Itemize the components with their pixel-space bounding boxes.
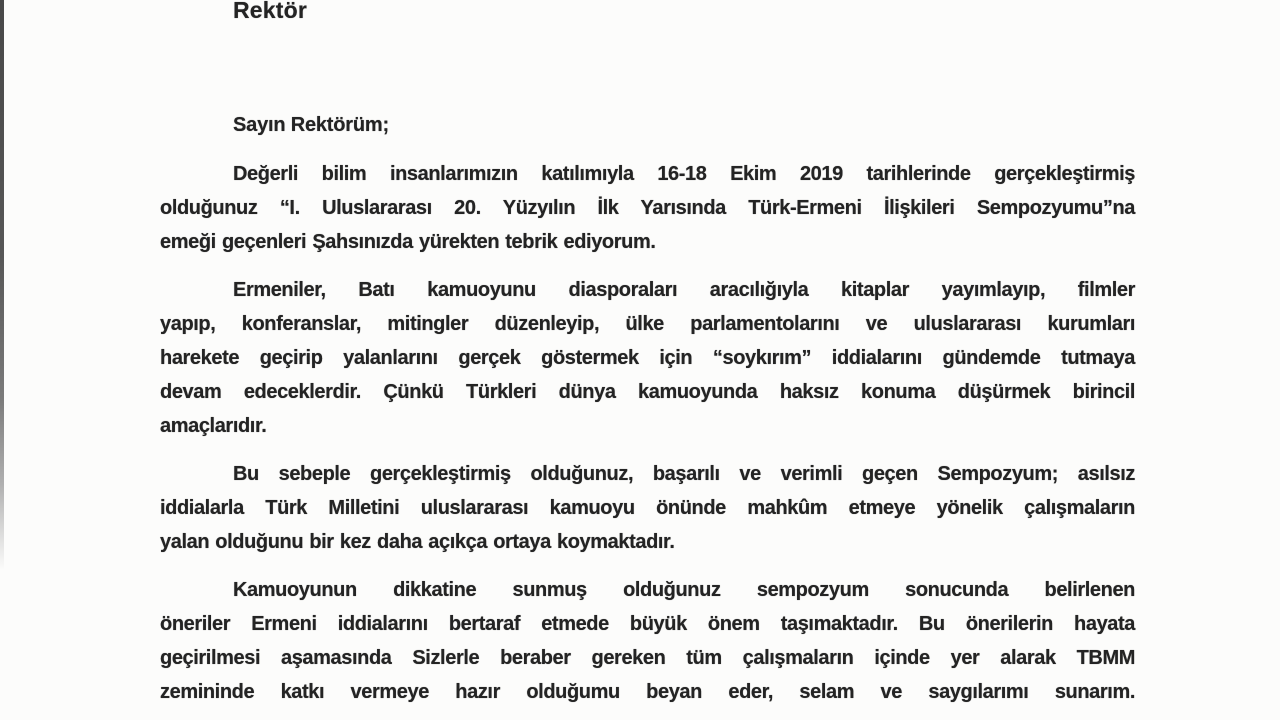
paragraph-line: öneriler Ermeni iddialarını bertaraf etmede büyük önem taşımaktadır. Bu önerilerin hayata — [160, 613, 1135, 635]
paragraph-line: yapıp, konferanslar, mitingler düzenleyip, ülke parlamentolarını ve uluslararası kurumları — [160, 313, 1135, 335]
paragraph-line: zemininde katkı vermeye hazır olduğumu beyan eder, selam ve saygılarımı sunarım. — [160, 681, 1135, 703]
paragraph-line: Değerli bilim insanlarımızın katılımıyla 16-18 Ekim 2019 tarihlerinde gerçekleştirmiş — [233, 163, 1135, 185]
paragraph-line: geçirilmesi aşamasında Sizlerle beraber gereken tüm çalışmaların içinde yer alarak TBMM — [160, 647, 1135, 669]
paragraph-3 — [160, 457, 1135, 559]
paragraph-line: emeği geçenleri Şahsınızda yürekten tebrik ediyorum. — [160, 231, 656, 253]
paragraph-line: olduğunuz “I. Uluslararası 20. Yüzyılın İlk Yarısında Türk-Ermeni İlişkileri Sempozyumu”na — [160, 197, 1135, 219]
letter-paragraphs — [160, 157, 1135, 709]
salutation: Sayın Rektörüm; — [233, 114, 389, 136]
paragraph-line: devam edeceklerdir. Çünkü Türkleri dünya kamuoyunda haksız konuma düşürmek birincil — [160, 381, 1135, 403]
paragraph-line: Kamuoyunun dikkatine sunmuş olduğunuz sempozyum sonucunda belirlenen — [233, 579, 1135, 601]
paragraph-1 — [160, 157, 1135, 259]
paragraph-line: iddialarla Türk Milletini uluslararası kamuoyu önünde mahkûm etmeye yönelik çalışmaların — [160, 497, 1135, 519]
recipient-title: Rektör — [233, 0, 308, 23]
paragraph-line: Bu sebeple gerçekleştirmiş olduğunuz, başarılı ve verimli geçen Sempozyum; asılsız — [233, 463, 1135, 485]
paragraph-4 — [160, 573, 1135, 709]
paragraph-line: yalan olduğunu bir kez daha açıkça ortaya koymaktadır. — [160, 531, 675, 553]
paragraph-line: amaçlarıdır. — [160, 415, 267, 437]
paragraph-line: harekete geçirip yalanlarını gerçek göstermek için “soykırım” iddialarını gündemde tutmaya — [160, 347, 1135, 369]
paragraph-2 — [160, 273, 1135, 443]
paragraph-line: Ermeniler, Batı kamuoyunu diasporaları aracılığıyla kitaplar yayımlayıp, filmler — [233, 279, 1135, 301]
